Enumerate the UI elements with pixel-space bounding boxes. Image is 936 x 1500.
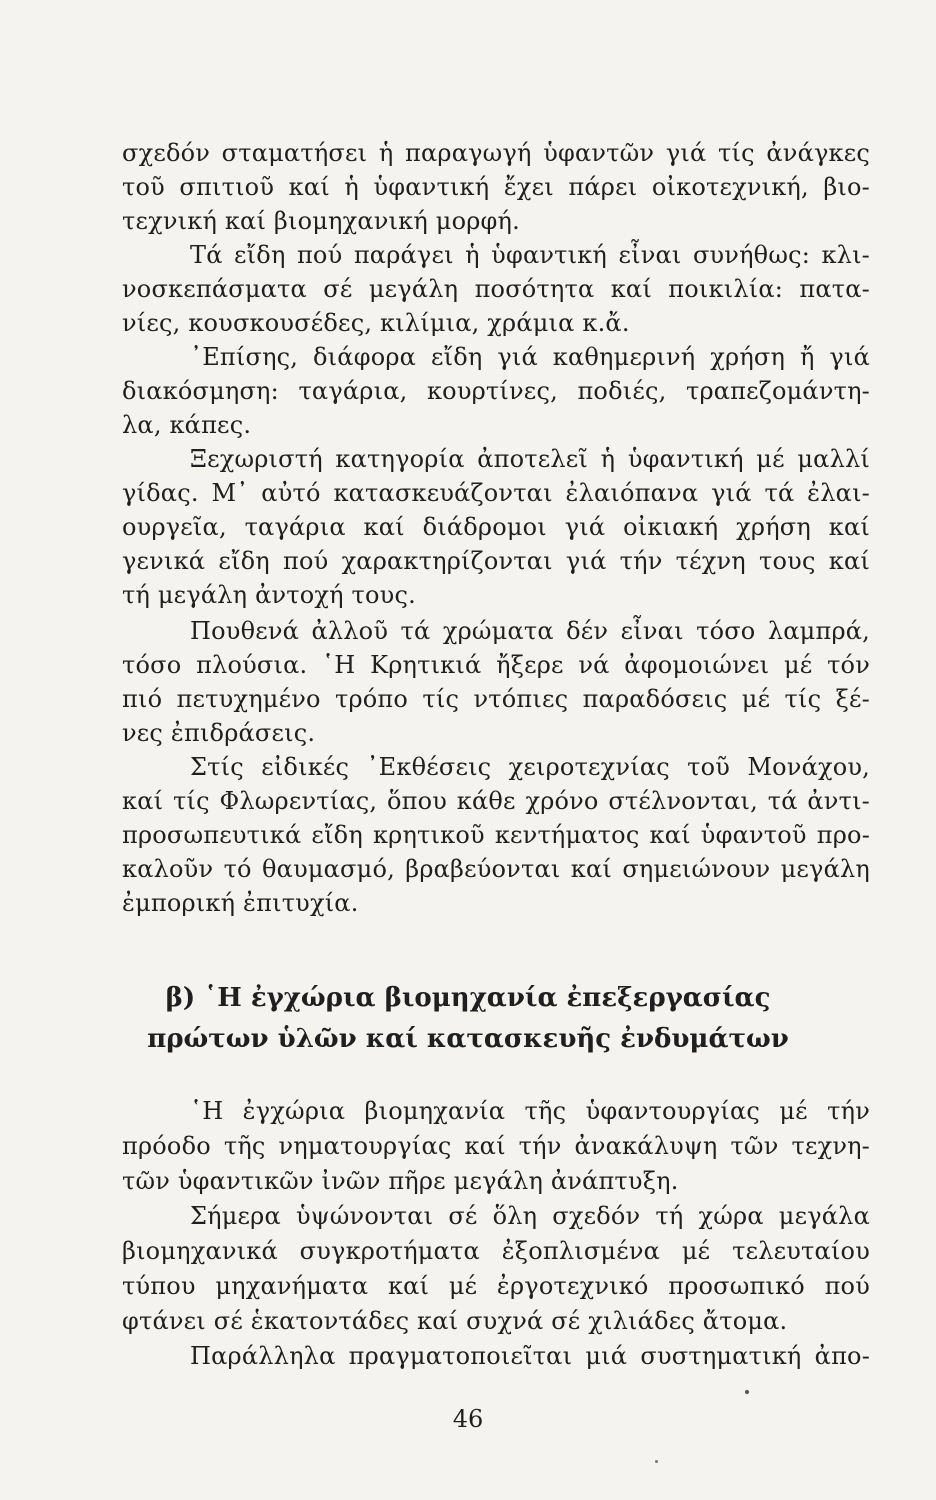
text-line: Πουθενά ἀλλοῦ τά χρώματα δέν εἶναι τόσο λαμπρά, [190, 617, 870, 645]
text-line: καί τίς Φλωρεντίας, ὅπου κάθε χρόνο στέλνονται, τά ἀντι- [122, 787, 870, 815]
text-line: γίδας. Μ᾿ αὐτό κατασκευάζονται ἐλαιόπανα γιά τά ἐλαι- [122, 479, 870, 507]
text-line: τόσο πλούσια. ῾Η Κρητικιά ἤξερε νά ἀφομοιώνει μέ τόν [122, 651, 870, 679]
text-line: τή μεγάλη ἀντοχή τους. [122, 581, 416, 609]
text-line: τύπου μηχανήματα καί μέ ἐργοτεχνικό προσωπικό πού [122, 1272, 870, 1300]
text-line: γενικά εἴδη πού χαρακτηρίζονται γιά τήν τέχνη τους καί [122, 547, 870, 575]
page-number: 46 [452, 1405, 484, 1433]
scan-speck [655, 1460, 658, 1463]
scan-speck [745, 1390, 749, 1394]
text-line: ἐμπορική ἐπιτυχία. [122, 889, 359, 917]
text-line: καλοῦν τό θαυμασμό, βραβεύονται καί σημειώνουν μεγάλη [122, 855, 870, 883]
text-line: πρόοδο τῆς νηματουργίας καί τήν ἀνακάλυψη τῶν τεχνη- [122, 1132, 870, 1160]
text-line: Παράλληλα πραγματοποιεῖται μιά συστηματική ἀπο- [190, 1342, 870, 1370]
text-line: ῾Η ἐγχώρια βιομηχανία τῆς ὑφαντουργίας μέ τήν [190, 1097, 870, 1125]
section-heading-line-2: πρώτων ὑλῶν καί κατασκευῆς ἐνδυμάτων [147, 1024, 789, 1054]
section-heading-line-1: β) ῾Η ἐγχώρια βιομηχανία ἐπεξεργασίας [165, 983, 771, 1013]
text-line: νοσκεπάσματα σέ μεγάλη ποσότητα καί ποικιλία: πατα- [122, 275, 870, 303]
text-line: τῶν ὑφαντικῶν ἰνῶν πῆρε μεγάλη ἀνάπτυξη. [122, 1167, 679, 1195]
text-line: τοῦ σπιτιοῦ καί ἡ ὑφαντική ἔχει πάρει οἰκοτεχνική, βιο- [122, 173, 870, 201]
text-line: νες ἐπιδράσεις. [122, 719, 316, 747]
text-line: Σήμερα ὑψώνονται σέ ὅλη σχεδόν τή χώρα μεγάλα [190, 1202, 870, 1230]
text-line: ᾿Επίσης, διάφορα εἴδη γιά καθημερινή χρήση ἤ γιά [190, 343, 870, 371]
text-line: προσωπευτικά εἴδη κρητικοῦ κεντήματος καί ὑφαντοῦ προ- [122, 821, 870, 849]
text-line: φτάνει σέ ἑκατοντάδες καί συχνά σέ χιλιάδες ἄτομα. [122, 1307, 788, 1335]
text-line: Στίς εἰδικές ᾿Εκθέσεις χειροτεχνίας τοῦ Μονάχου, [190, 753, 870, 781]
text-line: νίες, κουσκουσέδες, κιλίμια, χράμια κ.ἄ. [122, 309, 630, 337]
text-line: διακόσμηση: ταγάρια, κουρτίνες, ποδιές, τραπεζομάντη- [122, 377, 870, 405]
text-line: πιό πετυχημένο τρόπο τίς ντόπιες παραδόσεις μέ τίς ξέ- [122, 685, 870, 713]
text-line: τεχνική καί βιομηχανική μορφή. [122, 207, 520, 235]
text-line: Ξεχωριστή κατηγορία ἀποτελεῖ ἡ ὑφαντική μέ μαλλί [190, 445, 870, 473]
text-line: σχεδόν σταματήσει ἡ παραγωγή ὑφαντῶν γιά τίς ἀνάγκες [122, 139, 870, 167]
text-line: βιομηχανικά συγκροτήματα ἐξοπλισμένα μέ τελευταίου [122, 1237, 870, 1265]
text-line: λα, κάπες. [122, 411, 252, 439]
text-line: Τά εἴδη πού παράγει ἡ ὑφαντική εἶναι συνήθως: κλι- [190, 241, 870, 269]
text-line: ουργεῖα, ταγάρια καί διάδρομοι γιά οἰκιακή χρήση καί [122, 513, 870, 541]
